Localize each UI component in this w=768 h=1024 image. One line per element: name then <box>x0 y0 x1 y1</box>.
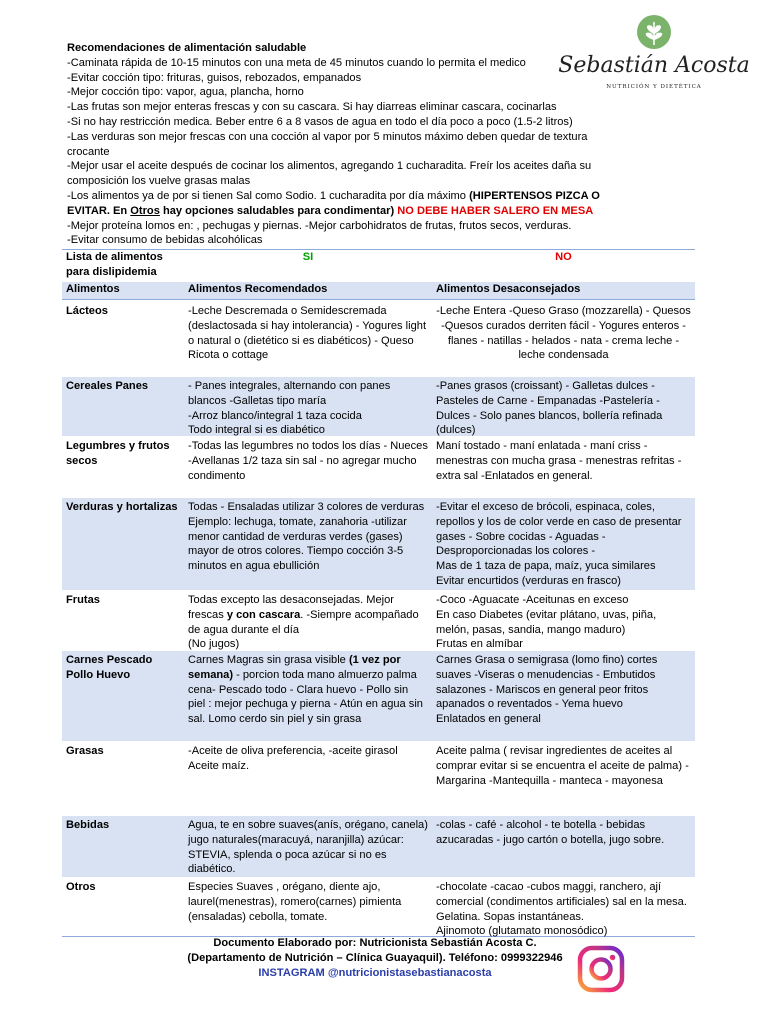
intro-section <box>67 41 627 248</box>
header-alimentos: Alimentos <box>66 283 120 295</box>
row-discouraged: Aceite palma ( revisar ingredientes de aceites al comprar evitar si se encuentra el aceite de palma) - Margarina -Mantequilla - manteca - mayonesa <box>436 745 689 787</box>
food-table <box>62 249 695 937</box>
row-category: Cereales Panes <box>66 380 149 392</box>
row-category: Lácteos <box>66 305 108 317</box>
row-discouraged: Maní tostado - maní enlatada - maní criss - menestras con mucha grasa - menestras refritas - extra sal -Enlatados en general. <box>436 440 682 482</box>
sodium-text: -Los alimentos ya de por si tienen Sal como Sodio. 1 cucharadita por día máximo <box>67 189 470 202</box>
footer <box>150 936 600 981</box>
list-label: Lista de alimentos para dislipidemia <box>66 251 163 278</box>
table-row <box>62 741 695 815</box>
row-recommended: Todo integral si es diabético <box>188 424 325 437</box>
sodium-underline: Otros <box>130 204 160 217</box>
leaf-icon <box>637 15 671 49</box>
intro-line: -Caminata rápida de 10-15 minutos con una meta de 45 minutos cuando lo permita el medico <box>67 56 526 69</box>
table-row <box>62 436 695 497</box>
row-recommended: Agua, te en sobre suaves(anís, orégano, canela) jugo naturales(maracuyá, naranjilla) azúcar: STEVIA, splenda o poca azúcar si no es diabético. <box>188 819 428 876</box>
row-category: Otros <box>66 881 96 893</box>
row-category: Bebidas <box>66 819 110 831</box>
row-discouraged: -Panes grasos (croissant) - Galletas dulces - Pasteles de Carne - Empanadas -Pastelería - Dulces - Solo panes blancos, bollería refinada (dulces) <box>436 380 663 437</box>
row-recommended: Todas - Ensaladas utilizar 3 colores de verduras Ejemplo: lechuga, tomate, zanahoria -utilizar menor cantidad de verduras verdes (gases) mayor de otros colores. Tiempo cocción 3-5 minutos en agua ebullición <box>188 501 425 573</box>
row-discouraged: Frutas en almíbar <box>436 638 523 651</box>
footer-author: Documento Elaborado por: Nutricionista Sebastián Acosta C. <box>213 937 537 949</box>
instagram-icon <box>576 944 626 994</box>
row-recommended: (No jugos) <box>188 638 240 651</box>
intro-line: -Mejor usar el aceite después de cocinar los alimentos, agregando 1 cucharadita. Freír los aceites daña su composición los vuelve grasas malas <box>67 160 592 188</box>
intro-line: -Las verduras son mejor frescas con una cocción al vapor por 5 minutos máximo deben quedar de textura crocante <box>67 130 588 158</box>
sodium-bold-2: hay opciones saludables para condimentar) <box>159 204 395 217</box>
row-discouraged: Enlatados en general <box>436 713 541 726</box>
sodium-bold: (HIPERTENSOS PIZCA O EVITAR. En <box>67 189 600 217</box>
no-label: NO <box>555 251 572 263</box>
sodium-warning: NO DEBE HABER SALERO EN MESA <box>394 204 594 217</box>
row-discouraged: En caso Diabetes (evitar plátano, uvas, piña, melón, pasas, sandia, mango maduro) <box>436 608 657 636</box>
table-row <box>62 877 695 937</box>
table-row <box>62 815 695 877</box>
footer-department: (Departamento de Nutrición – Clínica Guayaquil). Teléfono: 0999322946 <box>187 952 563 964</box>
header-recomendados: Alimentos Recomendados <box>188 283 328 295</box>
table-row <box>62 650 695 741</box>
table-row <box>62 376 695 436</box>
row-discouraged: -Evitar el exceso de brócoli, espinaca, coles, repollos y los de color verde en caso de presentar gases - Sobre cocidas - Aguadas - Desproporcionadas los colores - <box>436 501 682 558</box>
row-recommended: Todas excepto las desaconsejadas. Mejor frescas y con cascara. -Siempre acompañado de agua durante el día <box>188 594 419 636</box>
row-recommended: -Todas las legumbres no todos los días - Nueces -Avellanas 1/2 taza sin sal - no agregar mucho condimento <box>188 440 428 482</box>
footer-instagram: INSTAGRAM @nutricionistasebastianacosta <box>258 967 492 979</box>
table-row <box>62 497 695 590</box>
row-discouraged: -chocolate -cacao -cubos maggi, ranchero, ají comercial (condimentos artificiales) sal en la mesa. Gelatina. Sopas instantáneas. <box>436 881 687 923</box>
row-recommended: - Panes integrales, alternando con panes blancos -Galletas tipo maría <box>188 380 391 407</box>
row-recommended: -Arroz blanco/integral 1 taza cocida <box>188 409 362 422</box>
intro-line: -Mejor cocción tipo: vapor, agua, plancha, horno <box>67 86 304 99</box>
row-discouraged: Ajinomoto (glutamato monosódico) <box>436 925 608 938</box>
si-label: SI <box>302 251 314 263</box>
row-discouraged: -colas - café - alcohol - te botella - bebidas azucaradas - jugo cartón o botella, jugo sobre. <box>436 819 665 846</box>
row-discouraged: -Coco -Aguacate -Aceitunas en exceso <box>436 594 629 606</box>
row-category: Frutas <box>66 594 100 606</box>
row-discouraged: -Leche Entera -Queso Graso (mozzarella) - Quesos -Quesos curados derriten fácil - Yogures enteros -flanes - natillas - helados - nata - crema leche - leche condensada <box>436 305 691 362</box>
row-recommended: Carnes Magras sin grasa visible (1 vez por semana) - porcion toda mano almuerzo palma cena- Pescado todo - Clara huevo - Pollo sin piel : mejor pechuga y pierna - Atún en agua sin sal. Lomo cerdo sin piel y sin grasa <box>188 654 423 726</box>
intro-line: -Las frutas son mejor enteras frescas y con su cascara. Si hay diarreas eliminar cascara, cocinarlas <box>67 101 557 114</box>
row-recommended: Especies Suaves , orégano, diente ajo, laurel(menestras), romero(carnes) pimienta (ensaladas) cebolla, tomate. <box>188 881 402 923</box>
intro-line: -Evitar consumo de bebidas alcohólicas <box>67 234 263 247</box>
table-header-row <box>62 281 695 300</box>
row-discouraged: Carnes Grasa o semigrasa (lomo fino) cortes suaves -Viseras o menudencias - Embutidos salazones - Mariscos en general peor fritos apanados o reventados - Yema huevo <box>436 654 658 711</box>
intro-line: -Mejor proteína lomos en: , pechugas y piernas. -Mejor carbohidratos de frutas, frutos secos, verduras. <box>67 219 572 232</box>
intro-sodium-line <box>67 189 627 219</box>
row-category: Verduras y hortalizas <box>66 501 178 513</box>
logo-name: Sebastián Acosta <box>558 53 750 78</box>
row-discouraged: Mas de 1 taza de papa, maíz, yuca similares <box>436 560 656 573</box>
intro-line: -Si no hay restricción medica. Beber entre 6 a 8 vasos de agua en todo el día poco a poco (1.5-2 litros) <box>67 115 573 128</box>
row-recommended: -Leche Descremada o Semidescremada (deslactosada si hay intolerancia) - Yogures light o natural o (dietético si es diabéticos) - Queso Ricota o cottage <box>188 305 427 362</box>
header-desaconsejados: Alimentos Desaconsejados <box>436 283 581 295</box>
intro-line: -Evitar cocción tipo: frituras, guisos, rebozados, empanados <box>67 71 362 84</box>
row-discouraged: Evitar encurtidos (verduras en frasco) <box>436 574 621 587</box>
table-title-row <box>62 249 695 281</box>
row-category: Grasas <box>66 745 104 757</box>
table-row <box>62 590 695 650</box>
intro-title: Recomendaciones de alimentación saludable <box>67 42 307 54</box>
row-recommended: -Aceite de oliva preferencia, -aceite girasol Aceite maíz. <box>188 745 398 772</box>
logo-tagline: NUTRICIÓN Y DIETÉTICA <box>606 84 702 90</box>
row-category: Carnes Pescado Pollo Huevo <box>66 654 153 681</box>
table-row <box>62 300 695 376</box>
row-category: Legumbres y frutos secos <box>66 440 170 467</box>
